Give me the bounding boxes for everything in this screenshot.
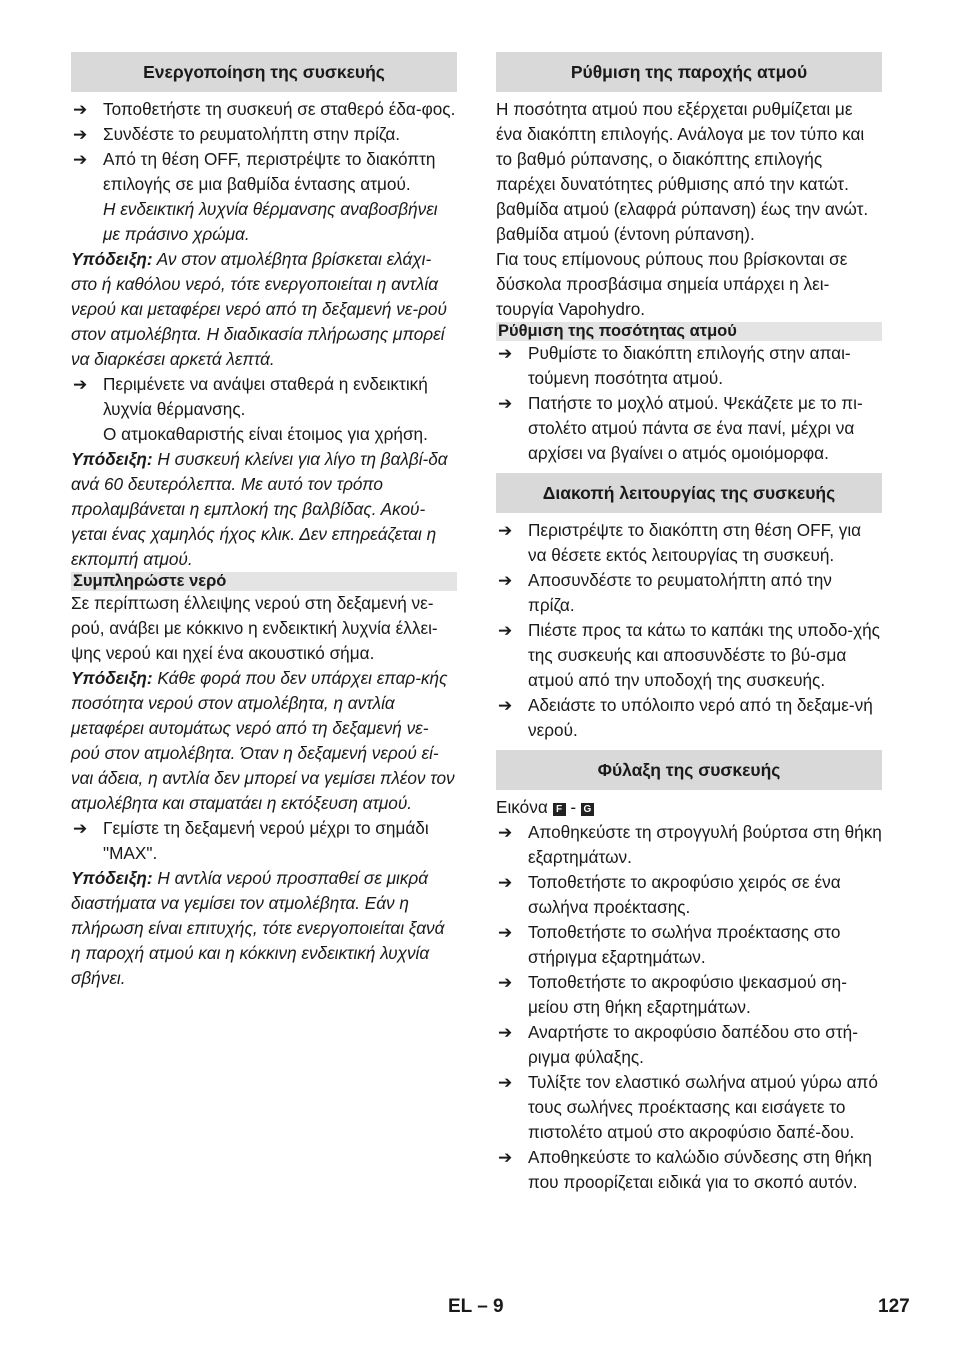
list-item-text: Αδειάστε το υπόλοιπο νερό από τη δεξαμε-νή νερού. [528,695,873,740]
arrow-right-icon: ➔ [498,394,513,413]
list-item-text: Αποθηκεύστε το καλώδιο σύνδεσης στη θήκη που προορίζεται ειδικά για το σκοπό αυτόν. [528,1147,872,1192]
hint-text: Η συσκευή κλείνει για λίγο τη βαλβί-δα ανά 60 δευτερόλεπτα. Με αυτό τον τρόπο προλαμβάνεται η εμπλοκή της βαλβίδας. Ακού-γεται ένας χαμηλός ήχος κλικ. Δεν επηρεάζεται η εκπομπή ατμού. [71,449,448,569]
arrow-right-icon: ➔ [73,150,88,169]
arrow-right-icon: ➔ [498,1148,513,1167]
figure-g-badge: G [581,803,594,816]
list-item [496,391,882,466]
hint-note [71,866,457,991]
list-item [71,372,457,422]
hint-text: Η αντλία νερού προσπαθεί σε μικρά διαστήματα να γεμίσει τον ατμολέβητα. Εάν η πλήρωση είναι επιτυχής, τότε ενεργοποιείται ξανά η παροχή ατμού και η κόκκινη ενδεικτική λυχνία σβήνει. [71,868,445,988]
arrow-right-icon: ➔ [73,375,88,394]
list-item [496,820,882,870]
arrow-right-icon: ➔ [73,819,88,838]
figure-label: Εικόνα [496,797,548,817]
section-heading-storage: Φύλαξη της συσκευής [496,750,882,790]
page-number: 127 [878,1296,910,1317]
paragraph: Η ποσότητα ατμού που εξέρχεται ρυθμίζεται με ένα διακόπτη επιλογής. Ανάλογα με τον τύπο και το βαθμό ρύπανσης, ο διακόπτης επιλογής παρέχει δυνατότητες ρύθμισης από την κατώτ. βαθμίδα ατμού (ελαφρά ρύπανση) έως την ανώτ. βαθμίδα ατμού (έντονη ρύπανση). [496,99,869,244]
hint-note [71,666,457,816]
arrow-right-icon: ➔ [498,873,513,892]
list-item [496,920,882,970]
list-item-text: Συνδέστε το ρευματολήπτη στην πρίζα. [103,124,401,144]
list-item-text: Τοποθετήστε το ακροφύσιο χειρός σε ένα σωλήνα προέκτασης. [528,872,841,917]
paragraph: Σε περίπτωση έλλειψης νερού στη δεξαμενή νε-ρού, ανάβει με κόκκινο η ενδεικτική λυχνία έλλει-ψης νερού και ηχεί ένα ακουστικό σήμα. [71,593,438,663]
list-item-text: Από τη θέση OFF, περιστρέψτε το διακόπτη επιλογής σε μια βαθμίδα έντασης ατμού. [103,149,436,194]
list-item-text: Τοποθετήστε το ακροφύσιο ψεκασμού ση-μείου στη θήκη εξαρτημάτων. [528,972,847,1017]
list-item [496,1145,882,1195]
list-item-text: Πιέστε προς τα κάτω το καπάκι της υποδο-χής της συσκευής και αποσυνδέστε το βύ-σμα ατμού από την υποδοχή της συσκευής. [528,620,880,690]
list-item [496,568,882,618]
section-heading-shutdown: Διακοπή λειτουργίας της συσκευής [496,473,882,513]
list-item [71,816,457,866]
arrow-right-icon: ➔ [498,1073,513,1092]
right-column [496,52,882,1195]
hint-label: Υπόδειξη: [71,868,153,888]
section-heading-switch-on: Ενεργοποίηση της συσκευής [71,52,457,92]
hint-label: Υπόδειξη: [71,249,153,269]
list-item-text: Τοποθετήστε το σωλήνα προέκτασης στο στήριγμα εξαρτημάτων. [528,922,841,967]
list-item-text: Τυλίξτε τον ελαστικό σωλήνα ατμού γύρω από τους σωλήνες προέκτασης και εισάγετε το πιστολέτο ατμού στο ακροφύσιο δαπέ-δου. [528,1072,878,1142]
arrow-right-icon: ➔ [498,521,513,540]
hint-label: Υπόδειξη: [71,449,153,469]
subheading-fill-water: Συμπληρώστε νερό [71,572,457,591]
arrow-right-icon: ➔ [498,696,513,715]
list-item-text: Πατήστε το μοχλό ατμού. Ψεκάζετε με το πι-στολέτο ατμού πάντα σε ένα πανί, μέχρι να αρχίσει να βγαίνει ο ατμός ομοιόμορφα. [528,393,863,463]
list-item-text: Ρυθμίστε το διακόπτη επιλογής στην απαι-τούμενη ποσότητα ατμού. [528,343,851,388]
hint-label: Υπόδειξη: [71,668,153,688]
list-item [496,870,882,920]
arrow-right-icon: ➔ [498,823,513,842]
figure-f-badge: F [553,803,566,816]
list-item [496,341,882,391]
list-item [496,1070,882,1145]
left-column [71,52,457,991]
list-item [496,518,882,568]
arrow-right-icon: ➔ [498,344,513,363]
arrow-right-icon: ➔ [498,923,513,942]
list-item-text: Αναρτήστε το ακροφύσιο δαπέδου στο στή-ριγμα φύλαξης. [528,1022,858,1067]
result-note: Η ενδεικτική λυχνία θέρμανσης αναβοσβήνει με πράσινο χρώμα. [103,199,438,244]
hint-note [71,447,457,572]
paragraph: Για τους επίμονους ρύπους που βρίσκονται σε δύσκολα προσβάσιμα σημεία υπάρχει η λει-τουργία Vapohydro. [496,249,848,319]
list-item-text: Τοποθετήστε τη συσκευή σε σταθερό έδα-φος. [103,99,456,119]
hint-text: Αν στον ατμολέβητα βρίσκεται ελάχι-στο ή καθόλου νερό, τότε ενεργοποιείται η αντλία νερού και μεταφέρει νερό από τη δεξαμενή νε-ρού στον ατμολέβητα. Η διαδικασία πλήρωσης μπορεί να διαρκέσει αρκετά λεπτά. [71,249,447,369]
list-item [71,147,457,197]
arrow-right-icon: ➔ [498,1023,513,1042]
arrow-right-icon: ➔ [73,100,88,119]
list-item-text: Αποθηκεύστε τη στρογγυλή βούρτσα στη θήκη εξαρτημάτων. [528,822,882,867]
subheading-steam-quantity: Ρύθμιση της ποσότητας ατμού [496,322,882,341]
list-item [496,1020,882,1070]
list-item [71,122,457,147]
list-item-text: Γεμίστε τη δεξαμενή νερού μέχρι το σημάδι "MAX". [103,818,429,863]
list-item [71,97,457,122]
hint-text: Κάθε φορά που δεν υπάρχει επαρ-κής ποσότητα νερού στον ατμολέβητα, η αντλία μεταφέρει αυτομάτως νερό από τη δεξαμενή νε-ρού στον ατμολέβητα. Όταν η δεξαμενή νερού εί-ναι άδεια, η αντλία δεν μπορεί να γεμίσει πλέον τον ατμολέβητα και σταματάει η εκτόξευση ατμού. [71,668,455,813]
arrow-right-icon: ➔ [498,621,513,640]
footer-section-label: EL – 9 [448,1296,504,1317]
list-item [496,618,882,693]
list-item-text: Αποσυνδέστε το ρευματολήπτη από την πρίζα. [528,570,832,615]
arrow-right-icon: ➔ [498,571,513,590]
section-heading-steam-supply: Ρύθμιση της παροχής ατμού [496,52,882,92]
figure-reference [496,795,882,820]
hint-note [71,247,457,372]
result-text: Ο ατμοκαθαριστής είναι έτοιμος για χρήση. [103,424,428,444]
list-item-text: Περιστρέψτε το διακόπτη στη θέση OFF, για να θέσετε εκτός λειτουργίας τη συσκευή. [528,520,862,565]
arrow-right-icon: ➔ [73,125,88,144]
list-item-text: Περιμένετε να ανάψει σταθερά η ενδεικτική λυχνία θέρμανσης. [103,374,428,419]
arrow-right-icon: ➔ [498,973,513,992]
list-item [496,693,882,743]
figure-dash: - [570,797,577,817]
list-item [496,970,882,1020]
